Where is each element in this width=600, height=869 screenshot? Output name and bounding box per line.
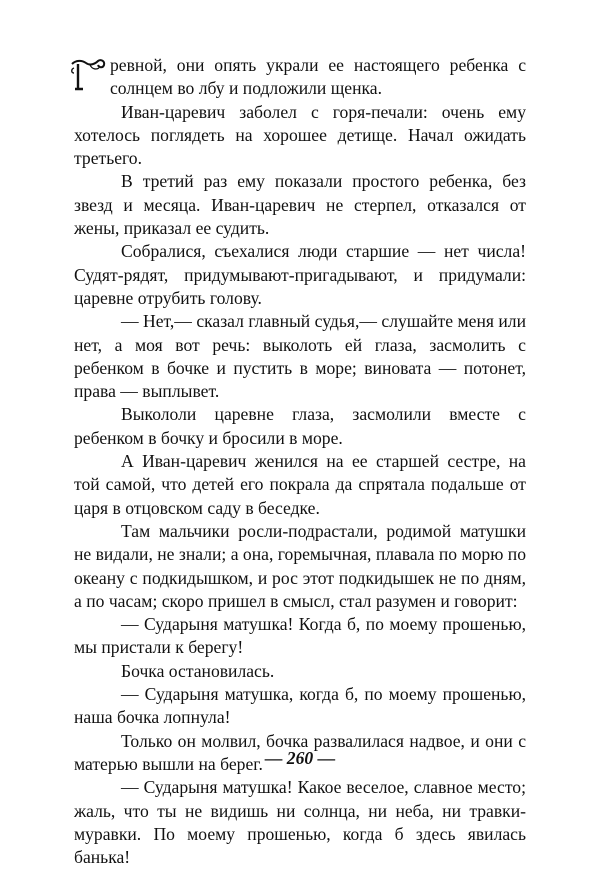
paragraph-10: Бочка остановилась. <box>121 660 275 681</box>
page-text <box>74 54 526 869</box>
paragraph-9: — Сударыня матушка! Когда б, по моему прошенью, мы пристали к берегу! <box>74 614 526 658</box>
paragraph-7: А Иван-царевич женился на ее старшей сестре, на той самой, что детей его покрала да спрятала подальше от царя в отцовском саду в беседке. <box>74 451 526 518</box>
paragraph-12: Только он молвил, бочка развалилася надвое, и они с матерью вышли на берег. <box>74 730 526 774</box>
paragraph-5: — Нет,— сказал главный судья,— слушайте меня или нет, а моя вот речь: выколоть ей глаза, засмолить с ребенком в бочке и пустить в море; виновата — потонет, права — выплывет. <box>74 311 526 402</box>
paragraph-1-text: ревной, они опять украли ее настоящего ребенка с солнцем во лбу и подложили щенка. <box>110 55 526 99</box>
paragraph-6: Выкололи царевне глаза, засмолили вместе с ребенком в бочку и бросили в море. <box>74 404 526 448</box>
paragraph-2: Иван-царевич заболел с горя-печали: очень ему хотелось поглядеть на хорошее детище. Начал ожидать третьего. <box>74 101 526 169</box>
decorative-initial-g-icon <box>68 58 106 92</box>
page-number: — 260 — <box>264 748 336 768</box>
paragraph-11: — Сударыня матушка, когда б, по моему прошенью, наша бочка лопнула! <box>74 684 526 728</box>
paragraph-8: Там мальчики росли-подрастали, родимой матушки не видали, не знали; а она, горемычная, плавала по морю по океану с подкидышком, и рос этот подкидышек не по дням, а по часам; скоро пришел в смысл, стал разумен и говорит: <box>74 520 526 611</box>
paragraph-1 <box>74 54 526 101</box>
paragraph-4: Собралися, съехалися люди старшие — нет числа! Судят-рядят, придумывают-пригадывают, и придумали: царевне отрубить голову. <box>74 241 526 308</box>
paragraph-13: — Сударыня матушка! Какое веселое, славное место; жаль, что ты не видишь ни солнца, ни неба, ни травки-муравки. По моему прошенью, когда б здесь явилась банька! <box>74 777 526 868</box>
paragraph-3: В третий раз ему показали простого ребенка, без звезд и месяца. Иван-царевич не стерпел, отказался от жены, приказал ее судить. <box>74 171 526 239</box>
